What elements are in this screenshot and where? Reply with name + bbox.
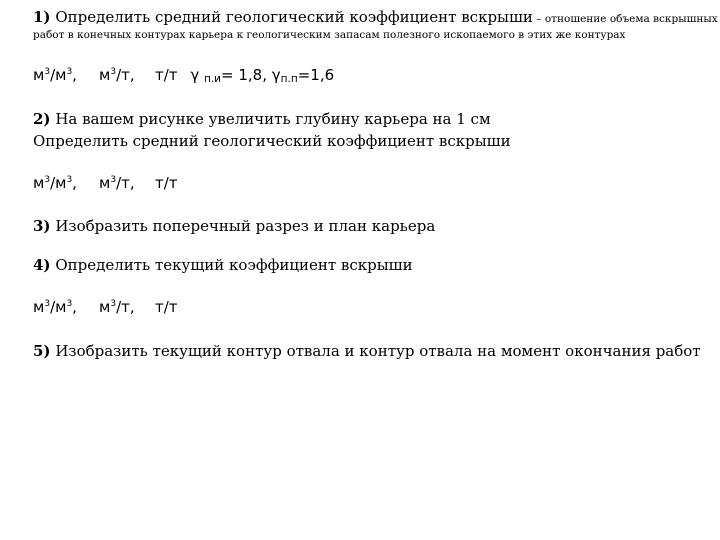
task3-heading: [33, 217, 435, 235]
unit-t-per-t: т/т: [155, 174, 178, 192]
task2-number: 2): [33, 110, 51, 128]
unit-m3-per-t: $м^3/т$,: [99, 174, 135, 192]
task5-heading: [33, 342, 701, 360]
unit-m3-per-m3: $м^3/м^3$,: [33, 66, 77, 84]
gamma-mineral: γ $_{п.и}$= 1,8,: [190, 66, 267, 85]
task1-number: 1): [33, 8, 51, 26]
task4-title: Определить текущий коэффициент вскрыши: [50, 256, 413, 274]
task2-heading: [33, 110, 491, 128]
task2-subtitle: Определить средний геологический коэффициент вскрыши: [33, 132, 511, 150]
unit-m3-per-t: $м^3/т$,: [99, 66, 135, 84]
task4-number: 4): [33, 256, 51, 274]
task1-note-part1: – отношение объема вскрышных: [532, 13, 718, 25]
task1-units-row: [33, 66, 334, 84]
task4-units-row: [33, 298, 178, 316]
unit-m3-per-t: $м^3/т$,: [99, 298, 135, 316]
unit-m3-per-m3: $м^3/м^3$,: [33, 174, 77, 192]
task3-title: Изобразить поперечный разрез и план карьера: [50, 217, 436, 235]
task4-heading: [33, 256, 413, 274]
task5-number: 5): [33, 342, 51, 360]
task2-units-row: [33, 174, 178, 192]
task2-title: На вашем рисунке увеличить глубину карьера на 1 см: [50, 110, 491, 128]
unit-m3-per-m3: $м^3/м^3$,: [33, 298, 77, 316]
task1-title: Определить средний геологический коэффициент вскрыши: [50, 8, 533, 26]
gamma-overburden: $\gamma_{п.п}=1,6$: [271, 66, 335, 85]
unit-t-per-t: т/т: [155, 66, 178, 84]
task3-number: 3): [33, 217, 51, 235]
task1-note-part2: работ в конечных контурах карьера к геологическим запасам полезного ископаемого в этих же контурах: [33, 29, 626, 41]
task1-heading: [33, 8, 718, 26]
task5-title: Изобразить текущий контур отвала и контур отвала на момент окончания работ: [50, 342, 701, 360]
unit-t-per-t: т/т: [155, 298, 178, 316]
